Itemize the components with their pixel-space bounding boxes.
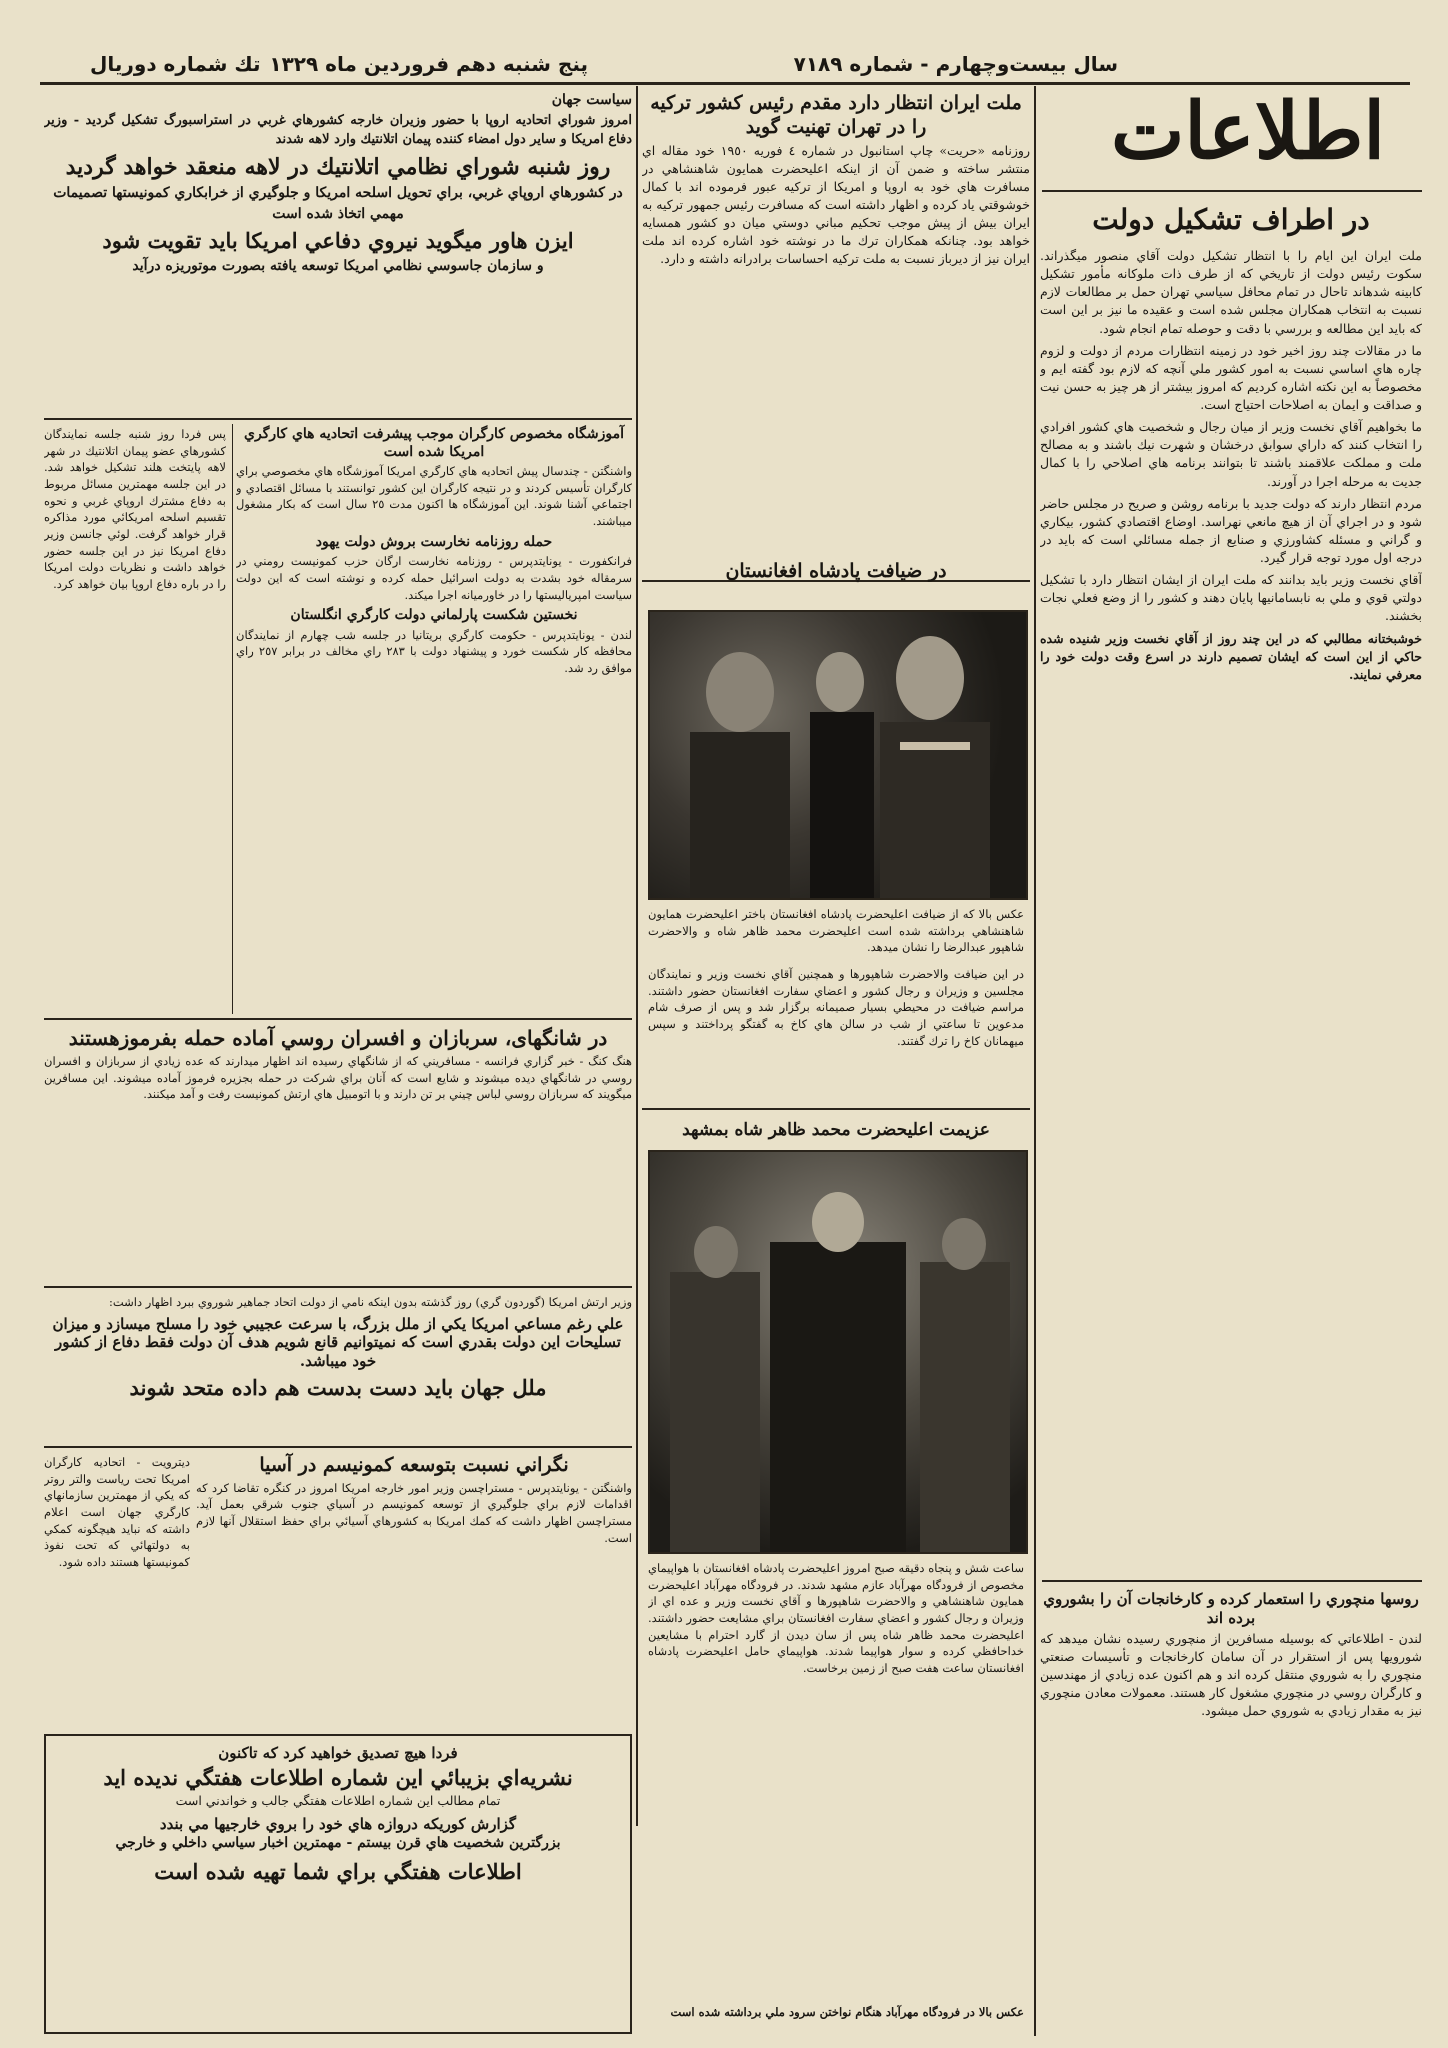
announce-line6: اطلاعات هفتگي براي شما تهيه شده است [154,1858,522,1884]
column-right-bottom [1040,1588,1422,2028]
issue-number: سال بيست‌وچهارم - شماره ٧١٨٩ [793,52,1118,76]
photo1-heading: در ضيافت پادشاه افغانستان [725,560,947,582]
editorial-paragraph: آقاي نخست وزير بايد بدانند كه ملت ايران از ايشان انتظار دارد با تشكيل دولتي قوي و ملي به نابسامانيها پايان دهند و كشور را از وضع فعلي نجات بخشند. [1040,572,1422,624]
manchuria-text: لندن - اطلاعاتي كه بوسيله مسافرين از منچوري رسيده نشان ميدهد كه شورويها پس از استقرار در آن سامان كارخانجات و تأسيسات صنعتي منچوري را به شوروي منتقل كرده اند و هم اكنون عده زيادي از مهندسين و كارگران روسي در منچوري مشغول كار هستند. معمولات معادن منچوري نيز به مقدار زيادي به شوروي حمل ميشود. [1040,1630,1422,1718]
announce-line5: بزرگترين شخصيت هاي قرن بيستم - مهمترين اخبار سياسي داخلي و خارجي [115,1835,561,1852]
shanghai-heading: در شانگهای، سربازان و افسران روسي آماده حمله بفرموزهستند [68,1026,608,1050]
hague-subheading: در كشورهاي اروپاي غربي، براي تحويل اسلحه امريكا و جلوگيري از خرابكاري كمونيستها تصميمات مهمي اتخاذ شده است [53,185,623,222]
editorial-paragraph: ملت ايران اين ايام را با انتظار تشكيل دولت آقاي منصور ميگذراند. سكوت رئيس دولت از تاريخي كه از طرف ذات ملوكانه مأمور تشكيل كابينه شدهاند تاحال در تمام محافل سياسي تهران حمل بر مطالعات لازم نسبت به انتخاب همكاران مجلس شده است و عقيده ما نيز بر اين است كه بايد اين مطالعه و بررسي با دقت و حوصله تمام انجام شود. [1040,248,1422,336]
editorial-heading: در اطراف تشكيل دولت [1092,203,1370,236]
photo-afghan-banquet [648,610,1028,900]
asia-side-text: ديترويت - اتحاديه كارگران امريكا تحت رياست والتر روتر كه يكي از مهمترين سازمانهاي كارگري جهان است اعلام داشته كه نبايد هيچگونه كمكي به دولتهائي كه تحت نفوذ كمونيستها هستند داده شود. [44,1455,190,1570]
weekly-announcement [44,1734,632,2034]
lead-heading: ملت ايران انتظار دارد مقدم رئيس كشور تركيه را در تهران تهنيت گويد [650,92,1022,138]
asia-side [44,1452,190,1732]
photo2-heading: عزيمت اعليحضرت محمد ظاهر شاه بمشهد [682,1120,990,1140]
section-title: سياست جهان [551,92,632,108]
article3-title: نخستين شكست پارلماني دولت كارگري انگلستان [290,607,578,624]
editorial-closing: خوشبختانه مطالبي كه در اين چند روز از آقاي نخست وزير شنيده شده حاكي از اين است كه ايشان تصميم دارند در اسرع وقت دولت خود را معرفي نمايند. [1040,630,1422,682]
announce-line3: تمام مطالب اين شماره اطلاعات هفتگي جالب و خواندني است [175,1793,501,1808]
photo1-caption: عكس بالا كه از ضيافت اعليحضرت پادشاه افغانستان باختر اعليحضرت همايون شاهنشاهي برداشته شده است اعليحضرت محمد ظاهر شاه و والاحضرت شاهپور عبدالرضا را نشان ميدهد. [648,907,1024,955]
photo-figures [650,1152,1026,1552]
photo1-text: در اين ضيافت والاحضرت شاهپورها و همچنين آقاي نخست وزير و نمايندگان مجلسين و وزيران و رجال كشور و اعضاي سفارت افغانستان حضور داشتند. مراسم ضيافت در محيطي بسيار صميمانه برگزار شد و پس از صرف شام مدعوين تا ساعتي از شب در سالن هاي كاخ به گفتگو پرداختند و سپس ميهمانان كاخ را ترك گفتند. [648,967,1024,1048]
shanghai-text: هنگ كنگ - خبر گزاري فرانسه - مسافريني كه از شانگهاي رسيده اند اظهار ميدارند كه عده زيادي از سربازان و افسران روسي در شانگهاي ديده ميشوند و شايع است كه آنان براي شركت در حمله بجزيره فرموز آماده ميشوند. اين مسافرين ميگويند كه سربازان روسي لباس چيني بر تن دارند و با اتومبيل هاي ارتش كمونيست رفت و آمد ميكنند. [44,1054,632,1102]
editorial-paragraph: ما بخواهيم آقاي نخست وزير از ميان رجال و شخصيت هاي كشور افرادي را انتخاب كنند كه داراي سوابق درخشان و شهرت نيك باشند و به مصالح ملت و مملكت علاقمند باشند تا بتوانند برنامه هاي اصلاحي را با كمال جديت به مرحله اجرا در آورند. [1040,419,1422,489]
article1-text: واشنگتن - چندسال پيش اتحاديه هاي كارگري امريكا آموزشگاه هاي مخصوصي براي كارگران تأسيس كردند و در نتيجه كارگران اين كشور توانستند با مسائل اقتصادي و اجتماعي آشنا شوند. اين آموزشگاه ها اكنون مدت ٢٥ سال است كه بكار مشغول ميباشند. [236,464,632,529]
masthead-title: اطلاعات [1110,86,1386,177]
eisenhower-heading: ايزن هاور ميگويد نيروي دفاعي امريكا بايد تقويت شود [102,228,574,254]
announce-line1: فردا هيچ تصديق خواهيد كرد كه تاكنون [218,1744,458,1762]
article2-text: فرانكفورت - يونايتدپرس - روزنامه نخارست ارگان حزب كمونيست رومني در سرمقاله خود بشدت به دولت اسرائيل حمله كرده و نوشته است كه اين دولت سياست امپرياليستها را در خاورميانه اجرا ميكند. [236,554,632,602]
left-divider-4 [44,1446,632,1448]
lead-text: روزنامه «حريت» چاپ استانبول در شماره ٤ فوريه ١٩٥٠ خود مقاله اي منتشر ساخته و ضمن آن از اينكه اعليحضرت همايون شاهنشاهي در مسافرت هاي خود به اروپا و امريكا از تركيه عبور فرموده اند با كمال خوشوقتي ياد كرده و اظهار داشته است كه مسافرت رئيس جمهور تركيه به ايران بيش از پيش موجب تحكيم مباني دوستي ميان دو كشور همسايه خواهد بود. چنانكه همكاران ترك ما در نوشته خود اشاره كرده اند ملت ايران نيز از ديرباز نسبت به ملت تركيه احساسات برادرانه داشته و دارد. [642,142,1030,267]
lead-article [642,90,1030,575]
hague-heading: روز شنبه شوراي نظامي اتلانتيك در لاهه منعقد خواهد گرديد [65,153,611,180]
article3-text: لندن - يونايتدپرس - حكومت كارگري بريتانيا در جلسه شب چهارم از نمايندگان محافظه كار شكست خورد و پيشنهاد دولت با ٢٨٣ راي مخالف در برابر ٢٥٧ راي موافق رد شد. [236,627,632,676]
eisenhower-subheading: و سازمان جاسوسي نظامي امريكا توسعه يافته بصورت موتوريزه درآيد [132,258,544,275]
column-rule-right [1034,86,1036,2036]
hague-body: پس فردا روز شنبه جلسه نمايندگان كشورهاي عضو پيمان اتلانتيك در شهر لاهه پايتخت هلند تشكيل خواهد شد. در اين جلسه مهمترين مسائل مربوط به دفاع مشترك اروپاي غربي و نحوه تقسيم اسلحه امريكائي مورد مذاكره قرار خواهد گرفت. لوئي جانسن وزير دفاع امريكا نيز در اين جلسه حضور خواهد داشت و نظريات دولت امريكا را در باره دفاع اروپا بيان خواهد كرد. [44,427,226,592]
mid-divider-2 [642,1108,1030,1110]
issue-date: پنج شنبه دهم فروردين ماه ١٣٢٩ [269,52,588,76]
article1-title: آموزشگاه مخصوص كارگران موجب پيشرفت اتحاديه هاي كارگري امريكا شده است [244,426,624,460]
editorial-paragraph: مردم انتظار دارند كه دولت جديد با برنامه روشن و صريح در مجلس حاضر شود و در اجراي آن از هيچ مانعي نهراسد. اوضاع اقتصادي كشور، بيكاري و گراني و مسئله كشاورزي و صنايع از جمله مسائلي است كه بايد در درجه اول مورد توجه قرار گيرد. [1040,495,1422,565]
left-divider-2 [44,1018,632,1020]
right-column-divider [1042,1580,1422,1582]
left-inner-rule [232,424,233,1014]
column-right [1040,196,1422,1566]
world-politics-intro: امروز شوراي اتحاديه اروپا با حضور وزيران خارجه كشورهاي غربي در استراسبورگ تشكيل گرديد - وزير دفاع امريكا و ساير دول امضاء كننده پيمان اتلانتيك وارد لاهه شدند [44,113,632,148]
article2-title: حمله روزنامه نخارست بروش دولت يهود [315,533,553,550]
manchuria-heading: روسها منچوري را استعمار كرده و كارخانجات آن را بشوروي برده اند [1043,1590,1419,1627]
arms-quote: علي رغم مساعي امريكا يكي از ملل بزرگ، با سرعت عجيبي خود را مسلح ميسازد و ميزان تسليحات اين دولت بقدري است كه نميتوانيم قانع شويم هدف آن دولت فقط دفاع از كشور خود ميباشد. [52,1314,624,1371]
announce-line4: گزارش كوريكه دروازه هاي خود را بروي خارجيها مي بندد [159,1814,517,1833]
left-divider-3 [44,1286,632,1288]
announce-line2: نشريه‌اي بزيبائي اين شماره اطلاعات هفتگي نديده ايد [103,1764,573,1790]
left-divider-1 [44,418,632,420]
column-left-side [44,424,226,1014]
column-rule-mid [636,86,638,1826]
photo2-text: ساعت شش و پنجاه دقيقه صبح امروز اعليحضرت پادشاه افغانستان با هواپيماي مخصوص از فرودگاه مهرآباد عازم مشهد شدند. در فرودگاه مهرآباد اعليحضرت همايون شاهنشاهي و والاحضرت شاهپورها و آقاي نخست وزير و عده اي از وزيران و رجال كشور و اعضاي سفارت افغانستان براي مشايعت حضور داشتند. اعليحضرت محمد ظاهر شاه پس از سان ديدن از گارد احترام با مشايعين خداحافظي كرده و سوار هواپيما شدند. هواپيماي حامل اعليحضرت پادشاه افغانستان ساعت هفت صبح از زمين برخاست. [648,1561,1024,1676]
photo2-caption: عكس بالا در فرودگاه مهرآباد هنگام نواختن سرود ملي برداشته شده است [670,2005,1024,2019]
masthead-rule [1042,190,1422,192]
asia-heading: نگراني نسبت بتوسعه كمونيسم در آسيا [259,1454,569,1476]
column-left-top [44,90,632,415]
issue-price: تك شماره دوريال [90,52,261,76]
column-left-articles [236,424,632,1014]
arms-intro: وزير ارتش امريكا (گوردون گري) روز گذشته بدون اينكه نامي از دولت اتحاد جماهير شوروي ببرد اظهار داشت: [108,1295,632,1309]
photo-figures [650,612,1026,898]
arms-article [44,1292,632,1444]
asia-article [196,1452,632,1732]
editorial-paragraph: ما در مقالات چند روز اخير خود در زمينه انتظارات مردم از دولت و لزوم چاره هاي اساسي نسبت به امور كشور ملي آنچه كه لازم بود گفته ايم و مخصوصاً به اين نكته اشاره كرديم كه امروز بيشتر از هر چيز به حسن نيت و صداقت و ايمان به اصلاحات احتياج است. [1040,342,1422,412]
asia-text: واشنگتن - يونايتدپرس - مستراچسن وزير امور خارجه امريكا امروز در كنگره تقاضا كرد كه اقدامات لازم براي جلوگيري از توسعه كمونيسم در آسياي جنوب شرقي بعمل آيد. مستراچسن اظهار داشت كه كمك امريكا به كشورهاي آسيائي براي حفظ استقلال آنها لازم است. [196,1480,632,1545]
photo-departure [648,1150,1028,1554]
shanghai-article [44,1024,632,1282]
arms-heading: ملل جهان بايد دست بدست هم داده متحد شوند [129,1374,547,1400]
